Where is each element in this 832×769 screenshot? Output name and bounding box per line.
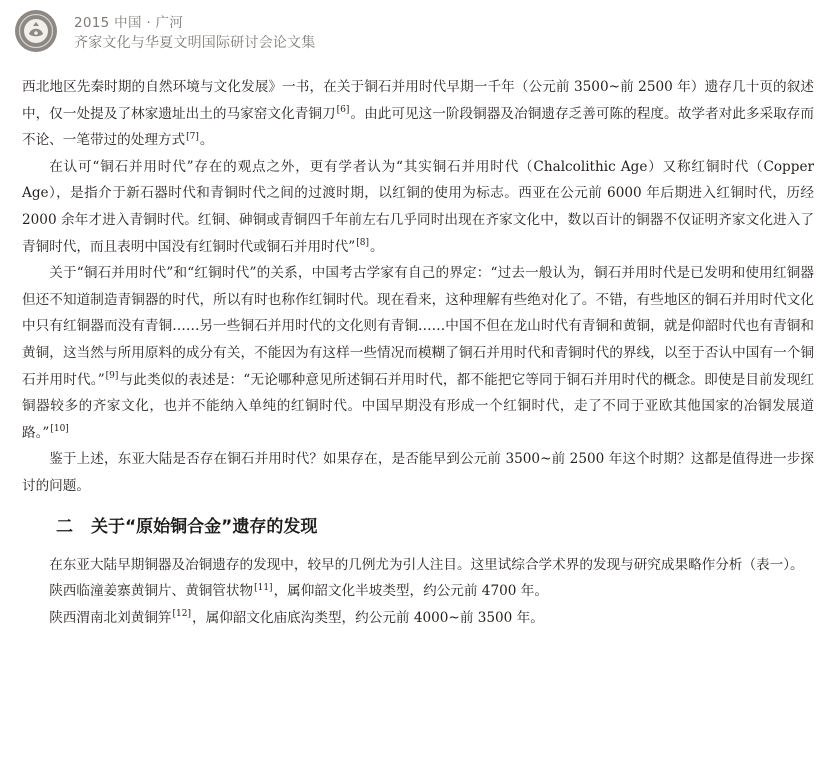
citation-reference: [7]: [186, 131, 199, 142]
paragraph-text: 。: [199, 132, 214, 149]
citation-reference: [6]: [336, 105, 350, 116]
paragraph-text: 在东亚大陆早期铜器及冶铜遗存的发现中，较早的几例尤为引人注目。这里试综合学术界的发现与研究成果略作分析（表一）。: [49, 556, 804, 573]
paragraph-text: 。: [369, 238, 384, 255]
paragraphs-after-section: [22, 552, 814, 632]
paragraph-text: 与此类似的表述是：“无论哪种意见所述铜石并用时代，都不能把它等同于铜石并用时代的概念。即使是目前发现红铜器较多的齐家文化，也并不能纳入单纯的红铜时代。中国早期没有形成一个红铜时代，走了不同于亚欧其他国家的冶铜发展道路。”: [22, 371, 814, 441]
paragraph-text: 关于“铜石并用时代”和“红铜时代”的关系，中国考古学家有自己的界定：“过去一般认为，铜石并用时代是已发明和使用红铜器但还不知道制造青铜器的时代，所以有时也称作红铜时代。现在看来，这种理解有些绝对化了。不错，有些地区的铜石并用时代文化中只有红铜器而没有青铜……另一些铜石并用时代的文化则有青铜……中国不但在龙山时代有青铜和黄铜，就是仰韶时代也有青铜和黄铜，这当然与所用原料的成分有关，不能因为有这样一些情况而模糊了铜石并用时代和青铜时代的界线，以至于否认中国有一个铜石并用时代。”: [22, 265, 814, 388]
proceedings-year-place: 2015 中国 · 广河: [74, 15, 184, 31]
proceedings-title: 齐家文化与华夏文明国际研讨会论文集: [74, 35, 316, 51]
paragraph-text: ，属仰韶文化半坡类型，约公元前 4700 年。: [273, 583, 548, 600]
citation-reference: [11]: [254, 582, 273, 593]
paragraph-text: 陕西临潼姜寨黄铜片、黄铜管状物: [49, 583, 254, 600]
paragraph-text: 在认可“铜石并用时代”存在的观点之外，更有学者认为“其实铜石并用时代（Chalcolithic Age）又称红铜时代（Copper Age），是指介于新石器时代和青铜时代之间的过渡时期，以红铜的使用为标志。西亚在公元前 6000 年后期进入红铜时代，历经 2000 余年才进入青铜时代。红铜、砷铜或青铜四千年前左右几乎同时出现在齐家文化中，数以百计的铜器不仅证明齐家文化进入了青铜时代，而且表明中国没有红铜时代或铜石并用时代”: [22, 158, 814, 255]
body-paragraph: [22, 74, 814, 154]
citation-reference: [9]: [105, 371, 119, 381]
section-title: 关于“原始铜合金”遗存的发现: [91, 516, 318, 537]
citation-reference: [12]: [172, 609, 192, 620]
paragraph-text: 西北地区先秦时期的自然环境与文化发展》一书，在关于铜石并用时代早期一千年（公元前 3500~前 2500 年）遗存几十页的叙述中，仅一处提及了林家遗址出土的马家窑文化青铜刀: [22, 79, 814, 122]
citation-reference: [10]: [50, 424, 69, 435]
citation-reference: [8]: [356, 238, 369, 249]
paragraph-text: 陕西渭南北刘黄铜笄: [49, 609, 172, 626]
conference-logo-icon: [14, 9, 58, 53]
body-paragraph: [22, 605, 814, 632]
article-body: [22, 74, 814, 631]
body-paragraph: [22, 446, 814, 499]
body-paragraph: [22, 552, 814, 579]
section-number: 二: [56, 516, 73, 537]
paragraph-text: 。由此可见这一阶段铜器及冶铜遗存乏善可陈的程度。故学者对此多采取存而不论、一笔带过的处理方式: [22, 105, 815, 149]
body-paragraph: [22, 578, 814, 605]
paragraphs-before-section: [22, 74, 814, 500]
paragraph-text: 鉴于上述，东亚大陆是否存在铜石并用时代？如果存在，是否能早到公元前 3500~前 2500 年这个时期？这都是值得进一步探讨的问题。: [22, 451, 814, 494]
body-paragraph: [22, 260, 814, 446]
body-paragraph: [22, 154, 814, 260]
running-header: [14, 8, 374, 54]
section-heading: [22, 512, 814, 542]
paragraph-text: ，属仰韶文化庙底沟类型，约公元前 4000~前 3500 年。: [192, 609, 544, 626]
